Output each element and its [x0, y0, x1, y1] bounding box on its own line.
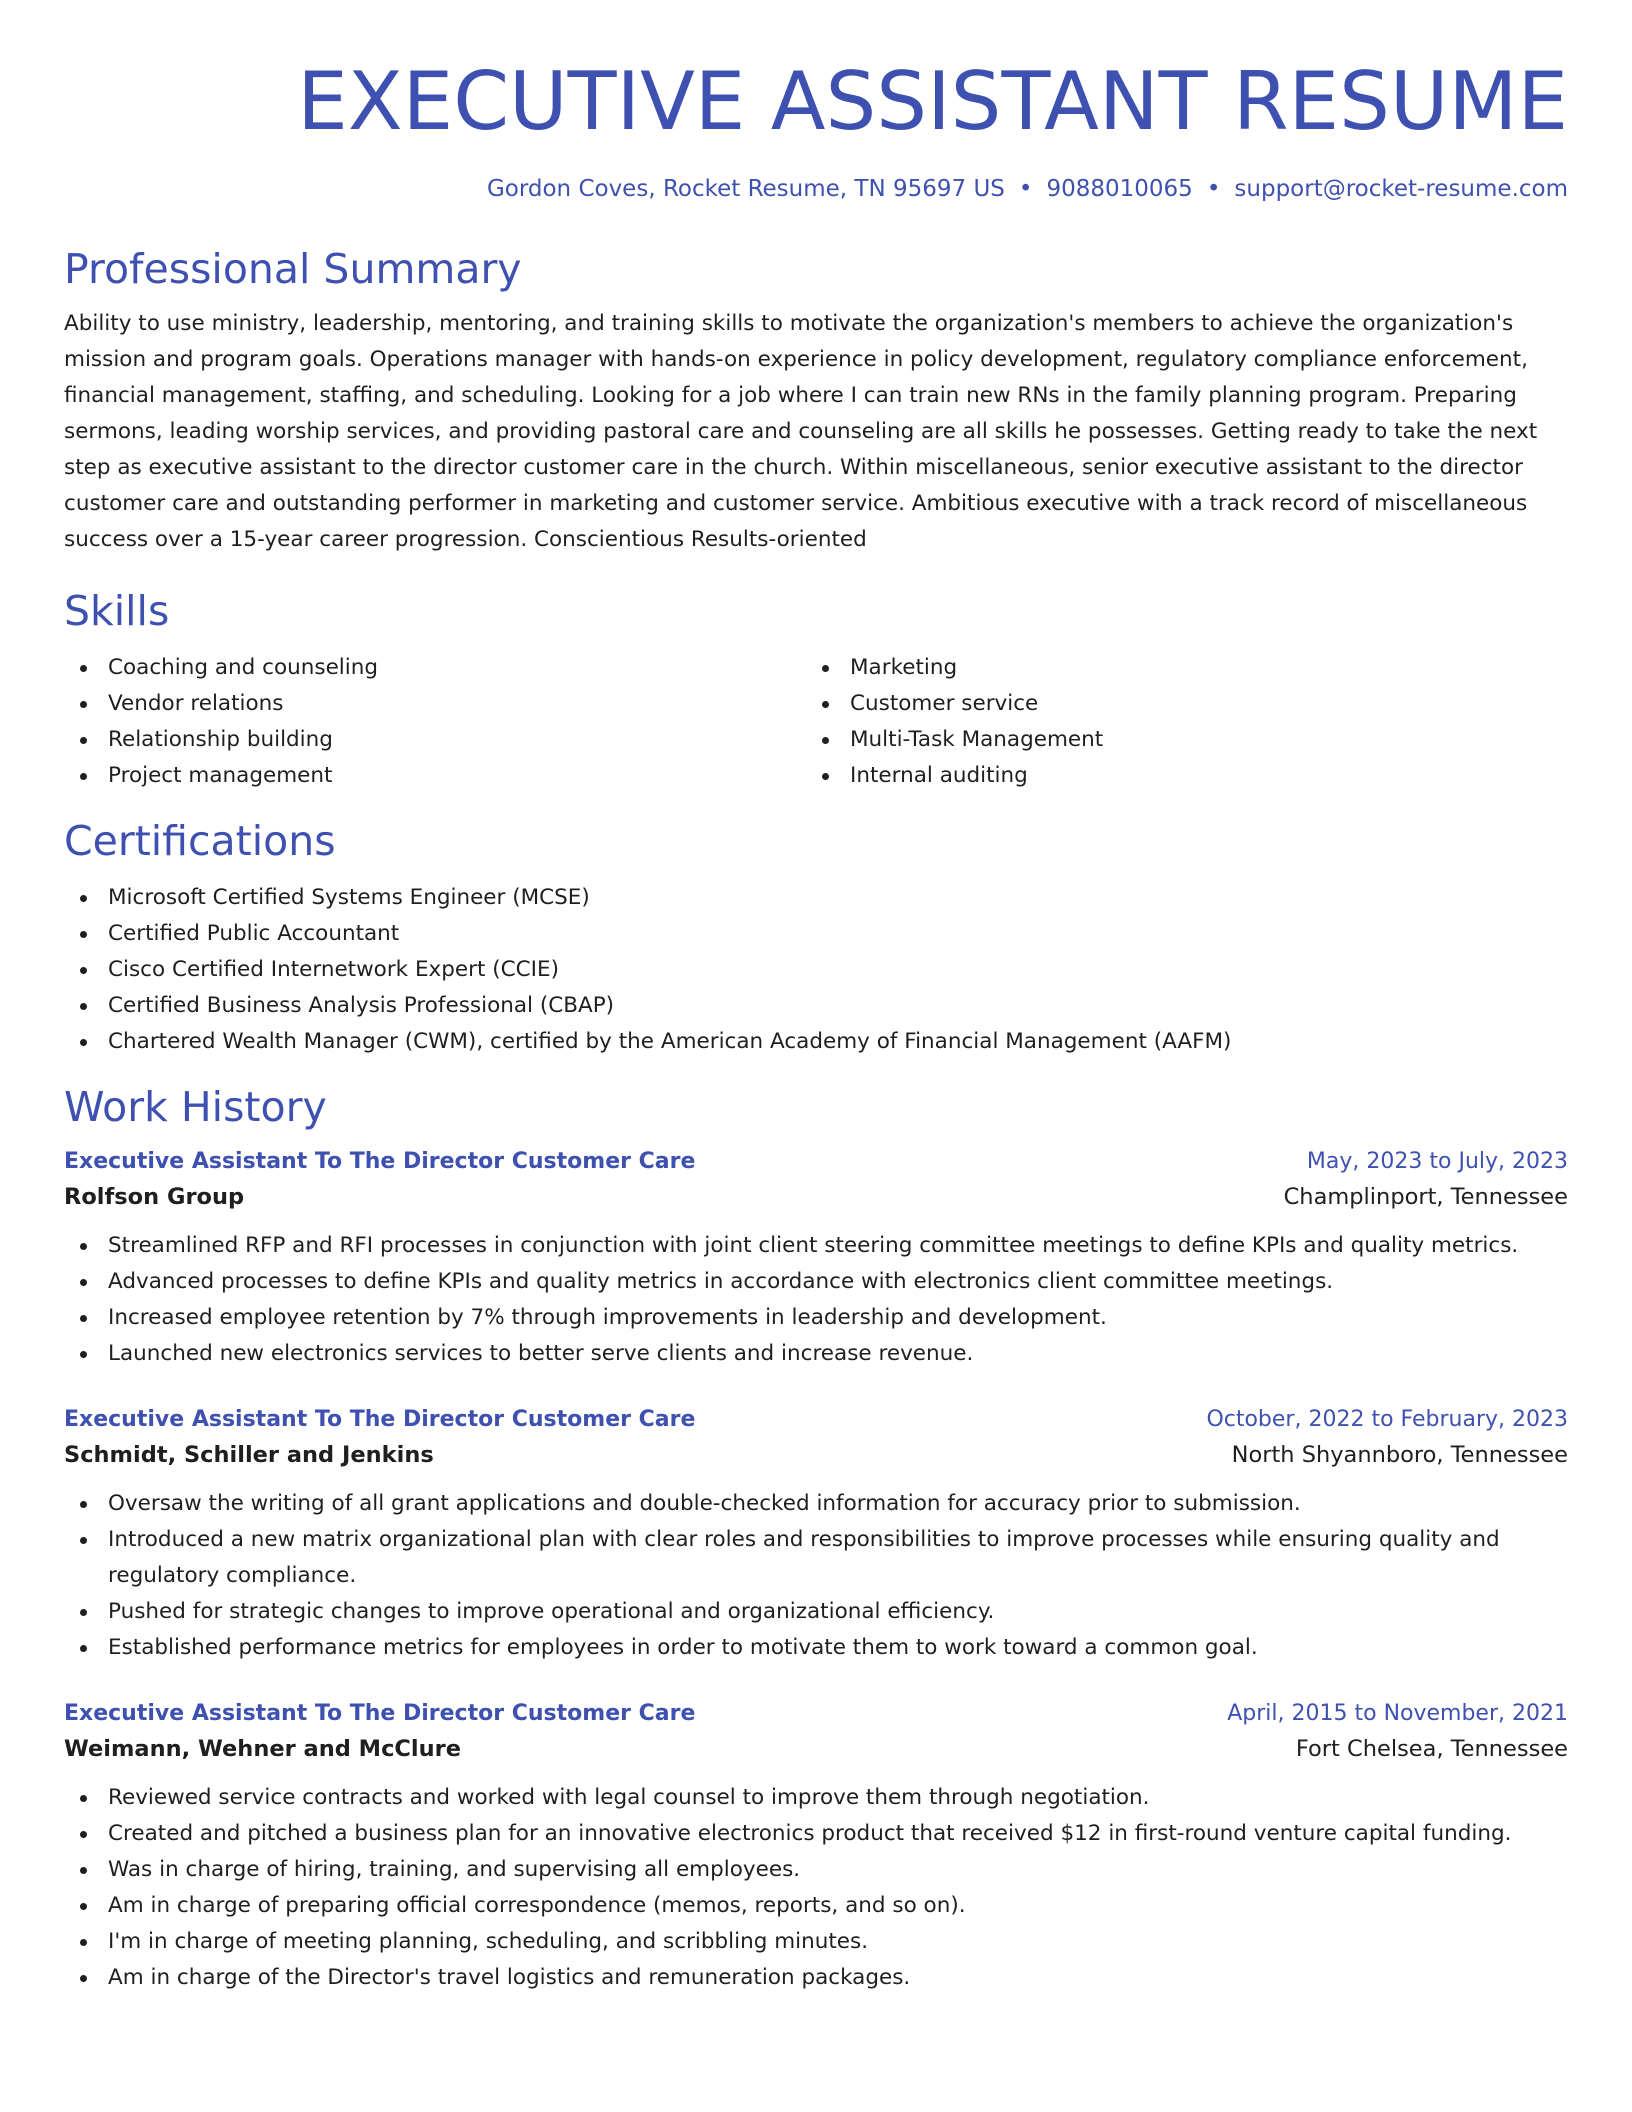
summary-heading: Professional Summary — [64, 245, 522, 293]
skill-item: Multi-Task Management — [806, 722, 1548, 758]
job-location: North Shyannboro, Tennessee — [1231, 1442, 1568, 1468]
job-entry — [64, 1404, 1568, 1666]
job-bullet: Am in charge of preparing official correspondence (memos, reports, and so on). — [64, 1888, 1568, 1924]
certification-item: Certified Public Accountant — [64, 916, 1568, 952]
job-bullet: Oversaw the writing of all grant applications and double-checked information for accuracy prior to submission. — [64, 1486, 1568, 1522]
skills-right-list — [806, 650, 1548, 794]
certification-item: Cisco Certified Internetwork Expert (CCIE) — [64, 952, 1568, 988]
skills-left-list — [64, 650, 806, 794]
certification-item: Chartered Wealth Manager (CWM), certified by the American Academy of Financial Management (AAFM) — [64, 1024, 1568, 1060]
job-bullet: Pushed for strategic changes to improve operational and organizational efficiency. — [64, 1594, 1568, 1630]
job-header-row — [64, 1404, 1568, 1436]
job-bullet: I'm in charge of meeting planning, scheduling, and scribbling minutes. — [64, 1924, 1568, 1960]
job-bullet: Am in charge of the Director's travel logistics and remuneration packages. — [64, 1960, 1568, 1996]
job-bullet: Advanced processes to define KPIs and quality metrics in accordance with electronics client committee meetings. — [64, 1264, 1568, 1300]
contact-separator: • — [1018, 176, 1033, 202]
job-bullet: Launched new electronics services to better serve clients and increase revenue. — [64, 1336, 1568, 1372]
job-company-row — [64, 1178, 1568, 1216]
resume-title: EXECUTIVE ASSISTANT RESUME — [297, 55, 1568, 148]
job-bullet: Streamlined RFP and RFI processes in conjunction with joint client steering committee meetings to define KPIs and quality metrics. — [64, 1228, 1568, 1264]
job-company: Weimann, Wehner and McClure — [64, 1736, 462, 1762]
job-dates: May, 2023 to July, 2023 — [1306, 1149, 1568, 1174]
work-history-heading: Work History — [64, 1083, 327, 1131]
summary-text: Ability to use ministry, leadership, mentoring, and training skills to motivate the organization's members to achieve the organization's mission and program goals. Operations manager with hands-on experience in policy development, regulatory compliance enforcement, financial management, staffing, and scheduling. Looking for a job where I can train new RNs in the family planning program. Preparing sermons, leading worship services, and providing pastoral care and counseling are all skills he possesses. Getting ready to take the next step as executive assistant to the director customer care in the church. Within miscellaneous, senior executive assistant to the director customer care and outstanding performer in marketing and customer service. Ambitious executive with a track record of miscellaneous success over a 15-year career progression. Conscientious Results-oriented — [64, 311, 1538, 552]
certification-item: Microsoft Certified Systems Engineer (MCSE) — [64, 880, 1568, 916]
job-title: Executive Assistant To The Director Customer Care — [64, 1407, 696, 1432]
job-company: Rolfson Group — [64, 1184, 245, 1210]
certifications-list — [64, 880, 1568, 1060]
job-header-row — [64, 1146, 1568, 1178]
skill-item: Customer service — [806, 686, 1548, 722]
contact-address: Gordon Coves, Rocket Resume, TN 95697 US — [486, 176, 1005, 202]
job-company-row — [64, 1730, 1568, 1768]
job-dates: October, 2022 to February, 2023 — [1206, 1407, 1568, 1432]
job-bullets — [64, 1228, 1568, 1372]
job-bullets — [64, 1486, 1568, 1666]
contact-line — [64, 174, 1568, 204]
contact-phone: 9088010065 — [1046, 176, 1193, 202]
certifications-heading: Certifications — [64, 817, 336, 865]
job-entry — [64, 1146, 1568, 1372]
skill-item: Marketing — [806, 650, 1548, 686]
skill-item: Project management — [64, 758, 806, 794]
job-company: Schmidt, Schiller and Jenkins — [64, 1442, 434, 1468]
job-bullet: Reviewed service contracts and worked with legal counsel to improve them through negotiation. — [64, 1780, 1568, 1816]
skills-heading: Skills — [64, 587, 170, 635]
job-entry — [64, 1698, 1568, 1996]
certification-item: Certified Business Analysis Professional (CBAP) — [64, 988, 1568, 1024]
skills-columns — [64, 650, 1568, 794]
skill-item: Vendor relations — [64, 686, 806, 722]
job-bullet: Established performance metrics for employees in order to motivate them to work toward a common goal. — [64, 1630, 1568, 1666]
job-location: Fort Chelsea, Tennessee — [1295, 1736, 1568, 1762]
contact-email: support@rocket-resume.com — [1234, 176, 1568, 202]
job-bullet: Introduced a new matrix organizational plan with clear roles and responsibilities to improve processes while ensuring quality and regulatory compliance. — [64, 1522, 1568, 1594]
contact-separator: • — [1206, 176, 1221, 202]
skill-item: Coaching and counseling — [64, 650, 806, 686]
skill-item: Internal auditing — [806, 758, 1548, 794]
job-title: Executive Assistant To The Director Customer Care — [64, 1149, 696, 1174]
skill-item: Relationship building — [64, 722, 806, 758]
job-bullet: Increased employee retention by 7% through improvements in leadership and development. — [64, 1300, 1568, 1336]
job-title: Executive Assistant To The Director Customer Care — [64, 1701, 696, 1726]
job-dates: April, 2015 to November, 2021 — [1227, 1701, 1568, 1726]
job-header-row — [64, 1698, 1568, 1730]
job-location: Champlinport, Tennessee — [1283, 1184, 1568, 1210]
job-company-row — [64, 1436, 1568, 1474]
job-bullet: Created and pitched a business plan for an innovative electronics product that received $12 in first-round venture capital funding. — [64, 1816, 1568, 1852]
job-bullets — [64, 1780, 1568, 1996]
job-bullet: Was in charge of hiring, training, and supervising all employees. — [64, 1852, 1568, 1888]
